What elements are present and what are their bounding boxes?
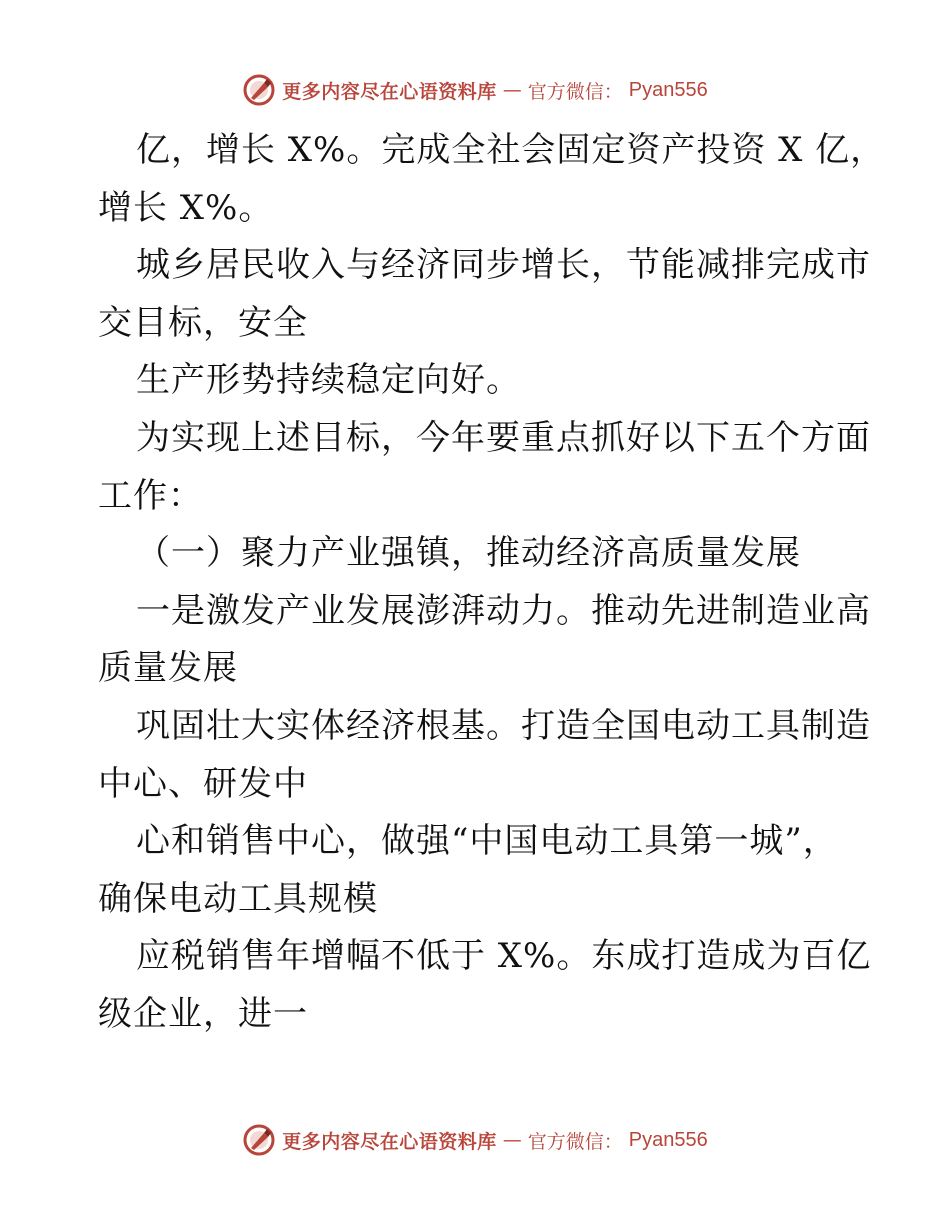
- text-line: 交目标，安全: [98, 302, 308, 343]
- text-line: 一是激发产业发展澎湃动力。推动先进制造业高: [136, 590, 871, 631]
- text-line: 生产形势持续稳定向好。: [136, 360, 521, 401]
- text-line: 工作：: [98, 475, 203, 516]
- text-line: 城乡居民收入与经济同步增长，节能减排完成市: [136, 245, 871, 286]
- text-line: 确保电动工具规模: [98, 878, 378, 919]
- watermark-brand: 更多内容尽在心语资料库: [282, 1130, 497, 1153]
- watermark-contact-label: 官方微信：: [527, 1130, 623, 1153]
- watermark-contact-label: 官方微信：: [527, 80, 623, 103]
- text-line: 为实现上述目标，今年要重点抓好以下五个方面: [136, 417, 871, 458]
- text-line: 亿，增长 X%。完成全社会固定资产投资 X 亿，: [136, 130, 886, 170]
- watermark-separator: —: [502, 79, 522, 101]
- watermark-contact-id: Pyan556: [628, 78, 708, 101]
- text-line: 心和销售中心，做强“中国电动工具第一城”，: [136, 821, 838, 862]
- watermark-separator: —: [502, 1129, 522, 1151]
- pen-nib-logo-icon: [242, 1123, 276, 1157]
- pen-nib-logo-icon: [242, 73, 276, 107]
- watermark-brand: 更多内容尽在心语资料库: [282, 80, 497, 103]
- text-line: 应税销售年增幅不低于 X%。东成打造成为百亿: [136, 936, 872, 977]
- text-line: 级企业，进一: [98, 993, 308, 1034]
- text-line: 质量发展: [98, 648, 238, 689]
- watermark-contact-id: Pyan556: [628, 1128, 708, 1151]
- text-line: 增长 X%。: [98, 187, 274, 228]
- text-line: 中心、研发中: [98, 763, 308, 804]
- text-line: 巩固壮大实体经济根基。打造全国电动工具制造: [136, 705, 871, 746]
- header-watermark: [0, 70, 950, 110]
- text-line: （一）聚力产业强镇，推动经济高质量发展: [136, 533, 801, 574]
- document-body: [98, 122, 886, 1044]
- footer-watermark: [0, 1120, 950, 1160]
